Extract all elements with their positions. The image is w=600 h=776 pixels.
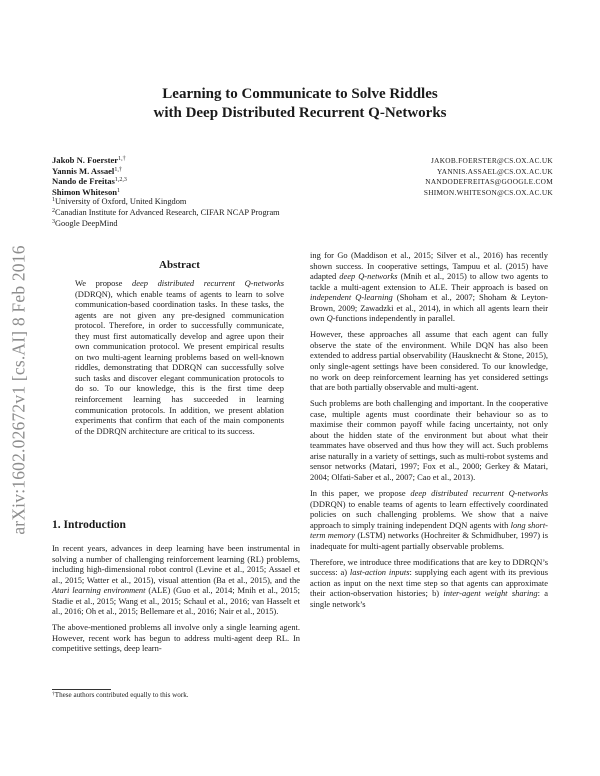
left-column-body: [52, 543, 300, 659]
abstract-heading: Abstract: [159, 259, 200, 271]
paragraph: ing for Go (Maddison et al., 2015; Silver et al., 2016) has recently shown success. In cooperative settings, Tampuu et al. (2015) have adapted deep Q-networks (Mnih et al., 2015) to allow two agents to tackle a multi-agent extension to ALE. Their approach is based on independent Q-learning (Shoham et al., 2007; Shoham & Leyton-Brown, 2009; Zawadzki et al., 2014), in which all agents learn their own Q-functions independently in parallel.: [310, 250, 548, 324]
email-block: [424, 156, 553, 198]
author: Shimon Whiteson$^1$: [52, 186, 121, 197]
section-heading-introduction: 1. Introduction: [52, 519, 126, 531]
author-email[interactable]: NANDODEFREITAS@GOOGLE.COM: [425, 177, 553, 187]
title-line-2: with Deep Distributed Recurrent Q-Networks: [153, 105, 447, 121]
paper-title: [0, 85, 600, 123]
author: Jakob N. Foerster$^{1,\dagger}$: [52, 155, 126, 165]
paragraph: In recent years, advances in deep learning have been instrumental in solving a number of challenging reinforcement learning (RL) problems, including high-dimensional robot control (Levine et al., 2015; Assael et al., 2015; Watter et al., 2015), visual attention (Ba et al., 2015), and the Atari learning environment (ALE) (Guo et al., 2014; Mnih et al., 2015; Stadie et al., 2015; Wang et al., 2015; Schaul et al., 2016; van Hasselt et al., 2016; Oh et al., 2015; Bellemare et al., 2016; Nair et al., 2015).: [52, 543, 300, 617]
paragraph: Therefore, we introduce three modifications that are key to DDRQN’s success: a) last-action inputs: supplying each agent with its previous action as input on the next time step so that agents can approximate their action-observation histories; b) inter-agent weight sharing: a single network’s: [310, 556, 548, 609]
footnote-divider: [52, 689, 111, 690]
arxiv-margin-stamp: [4, 200, 34, 580]
affiliation: $^3$Google DeepMind: [52, 218, 118, 228]
footnote: †These authors contributed equally to this work.: [52, 691, 189, 699]
affiliation: $^2$Canadian Institute for Advanced Research, CIFAR NCAP Program: [52, 207, 280, 217]
right-column-body: [310, 250, 548, 615]
paragraph: However, these approaches all assume that each agent can fully observe the state of the environment. While DQN has also been extended to address partial observability (Hausknecht & Stone, 2015), only single-agent settings have been considered. To our knowledge, no work on deep reinforcement learning has yet considered settings that are both partially observable and multi-agent.: [310, 329, 548, 393]
paragraph: Such problems are both challenging and important. In the cooperative case, multiple agents must coordinate their behaviour so as to maximise their common payoff while facing uncertainty, not only about the hidden state of the environment but about what their teammates have observed and thus how they will act. Such problems arise naturally in a variety of settings, such as multi-robot systems and sensor networks (Matari, 1997; Fox et al., 2000; Gerkey & Matari, 2004; Olfati-Saber et al., 2007; Cao et al., 2013).: [310, 398, 548, 482]
author-block: [52, 155, 280, 229]
arxiv-identifier: arXiv:1602.02672v1 [cs.AI] 8 Feb 2016: [8, 245, 29, 535]
affiliation: $^1$University of Oxford, United Kingdom: [52, 197, 187, 207]
author: Nando de Freitas$^{1,2,3}$: [52, 176, 127, 187]
paragraph: In this paper, we propose deep distributed recurrent Q-networks (DDRQN) to enable teams of agents to learn effectively coordinated policies on such challenging problems. We show that a naive approach to simply training independent DQN agents with long short-term memory (LSTM) networks (Hochreiter & Schmidhuber, 1997) is inadequate for multi-agent partially observable problems.: [310, 487, 549, 551]
author-email[interactable]: SHIMON.WHITESON@CS.OX.AC.UK: [423, 187, 553, 197]
author-email[interactable]: YANNIS.ASSAEL@CS.OX.AC.UK: [437, 166, 553, 176]
author-email[interactable]: JAKOB.FOERSTER@CS.OX.AC.UK: [431, 156, 553, 165]
title-line-1: Learning to Communicate to Solve Riddles: [162, 86, 438, 102]
paragraph: The above-mentioned problems all involve only a single learning agent. However, recent work has begun to address multi-agent deep RL. In competitive settings, deep learn-: [52, 622, 300, 654]
abstract-body: We propose deep distributed recurrent Q-networks (DDRQN), which enable teams of agents to learn to solve communication-based coordination tasks. In these tasks, the agents are not given any pre-designed communication protocol. Therefore, in order to successfully communicate, they must first automatically develop and agree upon their own communication protocol. We present empirical results on two multi-agent learning problems based on well-known riddles, demonstrating that DDRQN can successfully solve such tasks and discover elegant communication protocols to do so. To our knowledge, this is the first time deep reinforcement learning has succeeded in learning communication protocols. In addition, we present ablation experiments that confirm that each of the main components of the DDRQN architecture are critical to its success.: [75, 278, 285, 436]
author: Yannis M. Assael$^{1,\dagger}$: [52, 165, 122, 176]
